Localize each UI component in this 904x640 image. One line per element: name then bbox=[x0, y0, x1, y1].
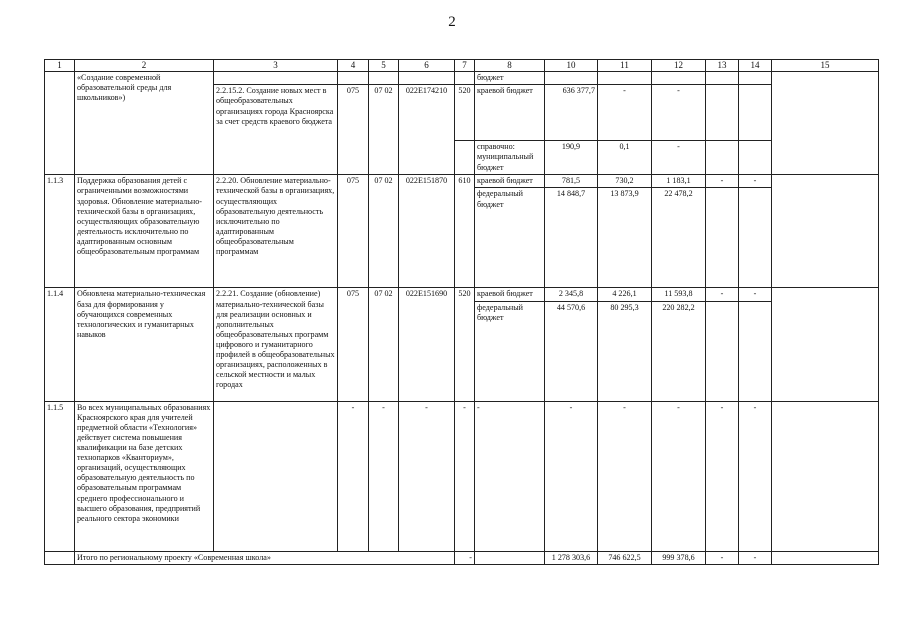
cell-value: - bbox=[652, 401, 706, 551]
table-row bbox=[45, 288, 879, 301]
cell-number: 1.1.3 bbox=[45, 175, 75, 288]
total-value: - bbox=[739, 551, 772, 564]
cell-value: 1 183,1 bbox=[652, 175, 706, 188]
table-row bbox=[45, 175, 879, 188]
total-label: Итого по региональному проекту «Современная школа» bbox=[75, 551, 455, 564]
cell-value: - bbox=[455, 551, 475, 564]
cell-value: - bbox=[652, 85, 706, 141]
cell-source: федеральный бюджет bbox=[475, 301, 545, 401]
cell-value: 190,9 bbox=[545, 141, 598, 175]
cell-rzpr: - bbox=[369, 401, 399, 551]
cell-value: 781,5 bbox=[545, 175, 598, 188]
cell-value: - bbox=[598, 85, 652, 141]
cell-grbs: 075 bbox=[338, 288, 369, 401]
cell-event: Обновлена материально-техническая база для формирования у обучающихся современных технологических и гуманитарных навыков bbox=[75, 288, 214, 401]
table-row bbox=[45, 72, 879, 85]
cell-number: 1.1.4 bbox=[45, 288, 75, 401]
cell-value: 636 377,7 bbox=[545, 85, 598, 141]
cell-csr: 022E151870 bbox=[399, 175, 455, 288]
cell-value: 11 593,8 bbox=[652, 288, 706, 301]
cell-value: 730,2 bbox=[598, 175, 652, 188]
cell-value: 44 570,6 bbox=[545, 301, 598, 401]
cell-vr: 520 bbox=[455, 288, 475, 401]
cell-source: краевой бюджет bbox=[475, 175, 545, 188]
cell-grbs: 075 bbox=[338, 85, 369, 175]
cell-csr: 022E151690 bbox=[399, 288, 455, 401]
col-header: 11 bbox=[598, 60, 652, 72]
cell-rzpr: 07 02 bbox=[369, 175, 399, 288]
cell-csr: - bbox=[399, 401, 455, 551]
cell-measure: 2.2.15.2. Создание новых мест в общеобразовательных организациях города Красноярска за счет средств краевого бюджета bbox=[214, 85, 338, 175]
cell-number: 1.1.5 bbox=[45, 401, 75, 551]
cell-value: 80 295,3 bbox=[598, 301, 652, 401]
cell-rzpr: 07 02 bbox=[369, 85, 399, 175]
col-header: 12 bbox=[652, 60, 706, 72]
cell-value: - bbox=[706, 288, 739, 301]
cell-event: «Создание современной образовательной среды для школьников») bbox=[75, 72, 214, 175]
cell-value: - bbox=[652, 141, 706, 175]
cell-value: - bbox=[739, 401, 772, 551]
cell-source: краевой бюджет bbox=[475, 85, 545, 141]
cell-measure: 2.2.21. Создание (обновление) материально-технической базы для реализации основных и дополнительных общеобразовательных программ цифрового и гуманитарного профилей в общеобразовательных организациях, расположенных в сельской местности и малых городах bbox=[214, 288, 338, 401]
cell-value: 4 226,1 bbox=[598, 288, 652, 301]
col-header: 13 bbox=[706, 60, 739, 72]
col-header: 4 bbox=[338, 60, 369, 72]
total-row bbox=[45, 551, 879, 564]
total-value: 1 278 303,6 bbox=[545, 551, 598, 564]
cell-measure: 2.2.20. Обновление материально-технической базы в организациях, осуществляющих образовательную деятельность исключительно по адаптированным общеобразовательным программам bbox=[214, 175, 338, 288]
budget-table bbox=[44, 59, 879, 565]
cell-value: 220 282,2 bbox=[652, 301, 706, 401]
cell-vr: 610 bbox=[455, 175, 475, 288]
col-header: 8 bbox=[475, 60, 545, 72]
cell-value: 22 478,2 bbox=[652, 188, 706, 288]
cell-grbs: 075 bbox=[338, 175, 369, 288]
cell-vr: - bbox=[455, 401, 475, 551]
cell-source: бюджет bbox=[475, 72, 545, 85]
col-header: 7 bbox=[455, 60, 475, 72]
cell-vr: 520 bbox=[455, 85, 475, 141]
cell-rzpr: 07 02 bbox=[369, 288, 399, 401]
col-header: 5 bbox=[369, 60, 399, 72]
col-header: 6 bbox=[399, 60, 455, 72]
cell-event: Поддержка образования детей с ограниченными возможностями здоровья. Обновление материально-технической базы в организациях, осуществляющих образовательную деятельность исключительно по адаптированным основным общеобразовательным программам bbox=[75, 175, 214, 288]
col-header: 3 bbox=[214, 60, 338, 72]
cell-value: 14 848,7 bbox=[545, 188, 598, 288]
cell-value: - bbox=[706, 401, 739, 551]
cell-value: 2 345,8 bbox=[545, 288, 598, 301]
total-value: 999 378,6 bbox=[652, 551, 706, 564]
cell-csr: 022E174210 bbox=[399, 85, 455, 175]
col-header: 14 bbox=[739, 60, 772, 72]
table-row bbox=[45, 401, 879, 551]
cell-value: - bbox=[706, 175, 739, 188]
total-value: 746 622,5 bbox=[598, 551, 652, 564]
cell-value: - bbox=[739, 288, 772, 301]
col-header: 2 bbox=[75, 60, 214, 72]
col-header: 15 bbox=[772, 60, 879, 72]
total-value: - bbox=[706, 551, 739, 564]
cell-value: - bbox=[739, 175, 772, 188]
cell-value: 0,1 bbox=[598, 141, 652, 175]
col-header: 10 bbox=[545, 60, 598, 72]
cell-event: Во всех муниципальных образованиях Красноярского края для учителей предметной области «Технология» действует система повышения квалификации на базе детских технопарков «Кванториум», организаций, осуществляющих образовательную деятельность по образовательным программам среднего профессионального и высшего образования, предприятий реального сектора экономики bbox=[75, 401, 214, 551]
header-row bbox=[45, 60, 879, 72]
page-number: 2 bbox=[448, 14, 456, 30]
cell-value: - bbox=[598, 401, 652, 551]
cell-grbs: - bbox=[338, 401, 369, 551]
cell-source: федеральный бюджет bbox=[475, 188, 545, 288]
cell-source: - bbox=[475, 401, 545, 551]
col-header: 1 bbox=[45, 60, 75, 72]
cell-value: 13 873,9 bbox=[598, 188, 652, 288]
cell-source: краевой бюджет bbox=[475, 288, 545, 301]
cell-value: - bbox=[545, 401, 598, 551]
cell-source: справочно: муниципальный бюджет bbox=[475, 141, 545, 175]
